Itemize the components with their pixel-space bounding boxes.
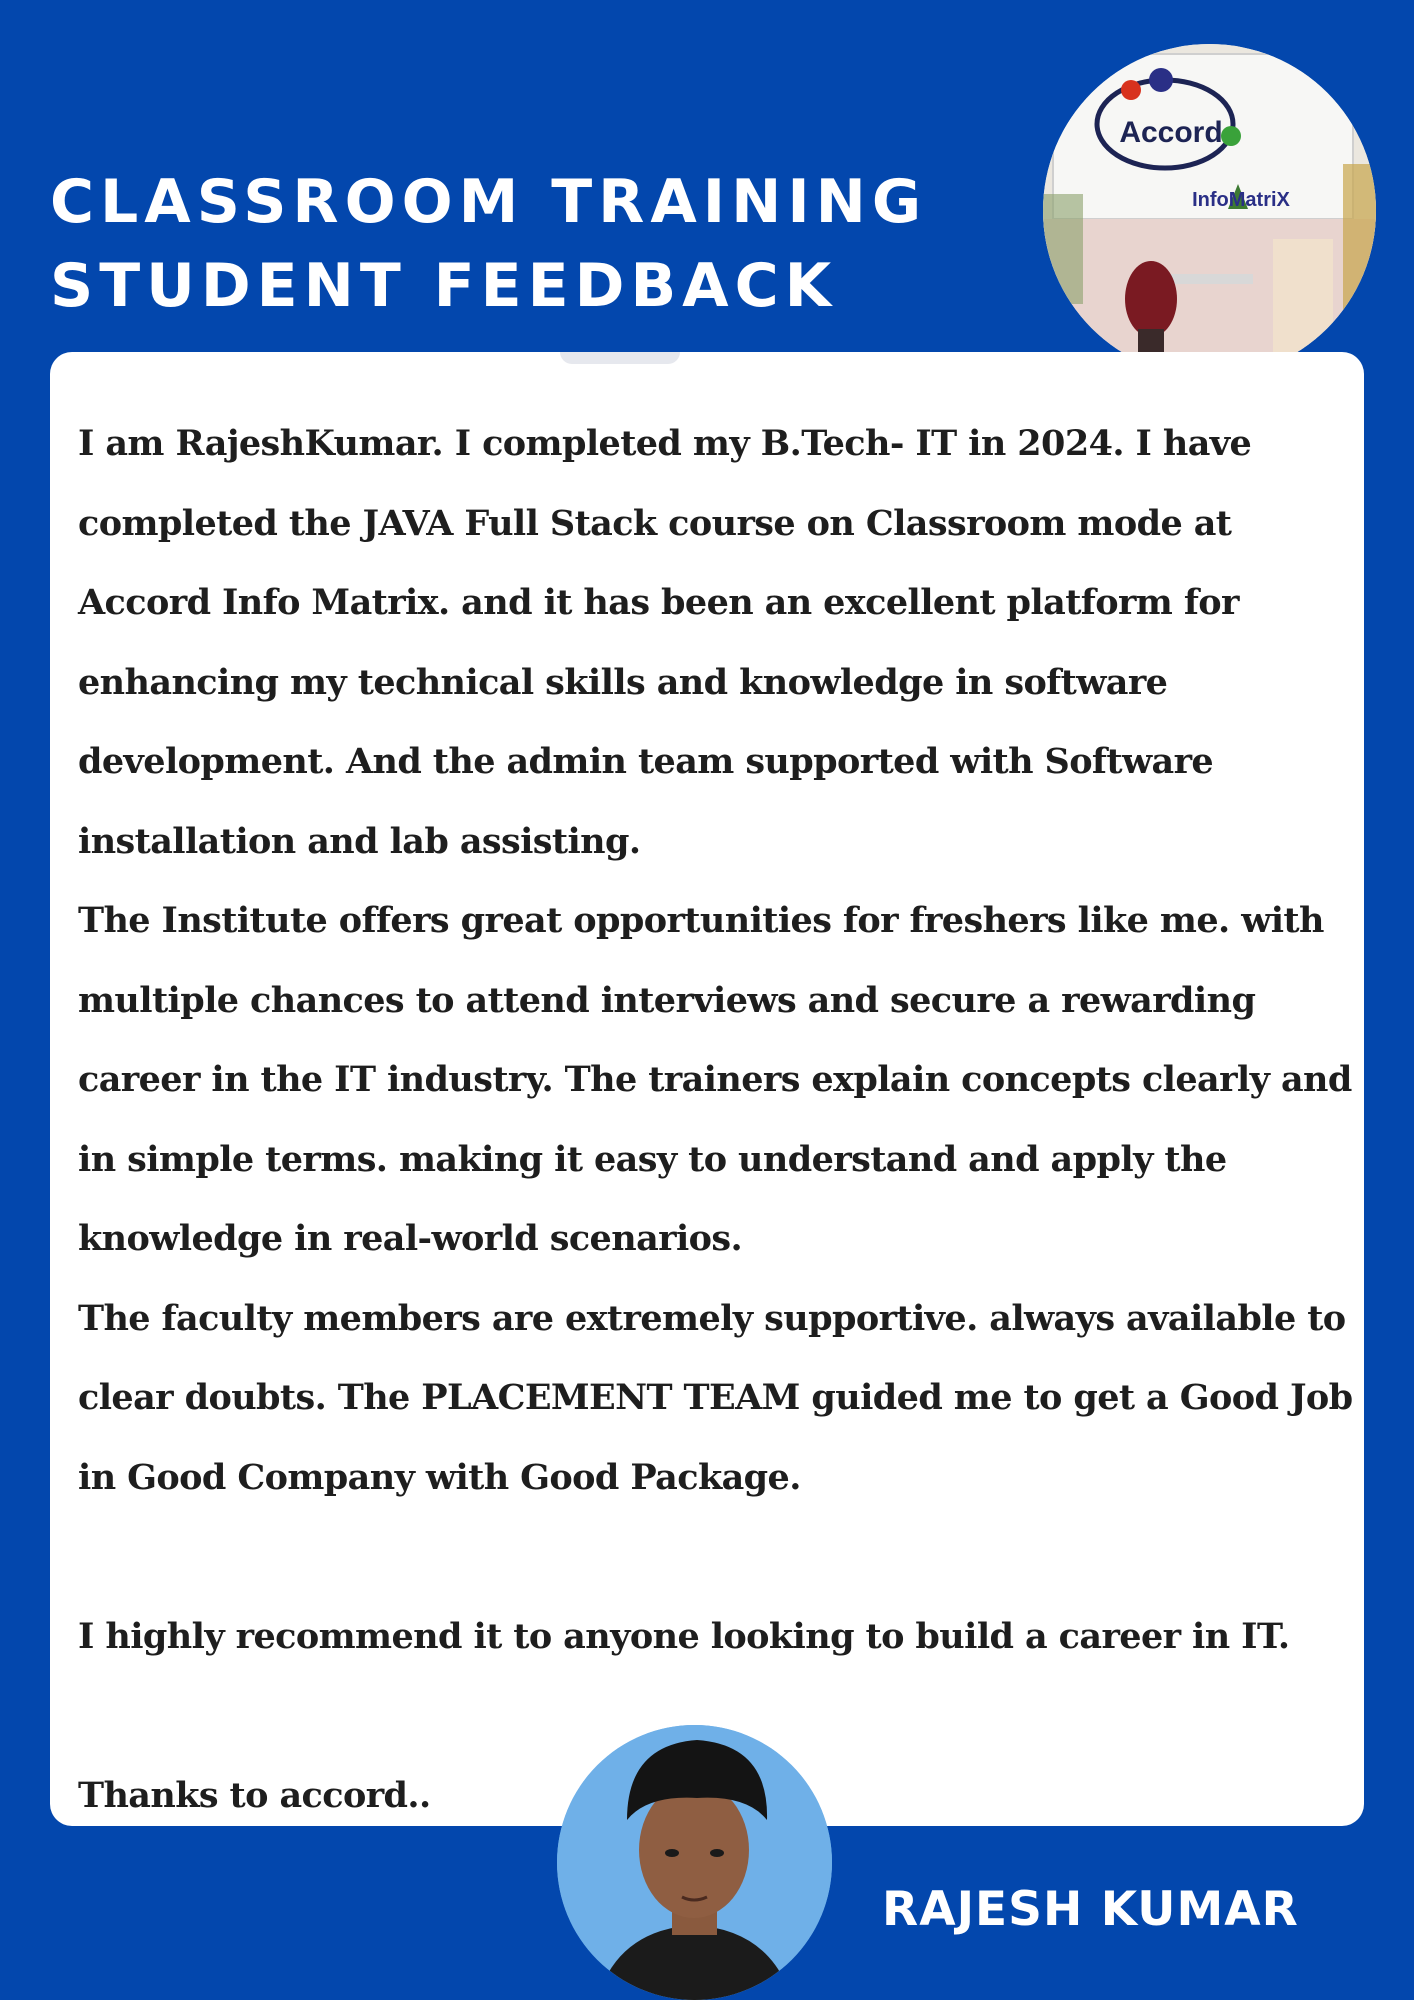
office-logo-photo — [1043, 44, 1376, 377]
feedback-line: clear doubts. The PLACEMENT TEAM guided me to get a Good Job — [78, 1377, 1353, 1418]
title-line-2: STUDENT FEEDBACK — [50, 251, 838, 321]
feedback-line: development. And the admin team supported with Software — [78, 741, 1214, 782]
logo-brand-top: Accord — [1119, 116, 1223, 149]
feedback-line: The Institute offers great opportunities for freshers like me. with — [78, 900, 1324, 941]
spacer — [78, 1517, 1368, 1597]
office-wall-illustration — [1043, 44, 1376, 377]
green-dot-icon — [1221, 126, 1241, 146]
feedback-text — [78, 404, 1368, 1835]
feedback-line: Accord Info Matrix. and it has been an excellent platform for — [78, 582, 1239, 623]
feedback-line: multiple chances to attend interviews and secure a rewarding — [78, 979, 1256, 1021]
feedback-line: I am RajeshKumar. I completed my B.Tech- IT in 2024. I have — [78, 423, 1252, 464]
feedback-line: in simple terms. making it easy to understand and apply the — [78, 1138, 1227, 1180]
student-avatar — [557, 1725, 832, 2000]
feedback-line: career in the IT industry. The trainers explain concepts clearly and — [78, 1059, 1352, 1100]
closing-line: Thanks to accord.. — [78, 1774, 431, 1816]
logo-brand-bottom: InfoMatriX — [1192, 189, 1290, 211]
student-name: RAJESH KUMAR — [882, 1882, 1299, 1937]
blue-dot-icon — [1149, 68, 1173, 92]
card-tab-notch — [560, 352, 680, 364]
feedback-line: knowledge in real-world scenarios. — [78, 1218, 743, 1259]
feedback-line: in Good Company with Good Package. — [78, 1456, 801, 1498]
page-title — [50, 160, 927, 328]
recommendation-line: I highly recommend it to anyone looking to build a career in IT. — [78, 1615, 1290, 1657]
feedback-line: enhancing my technical skills and knowledge in software — [78, 661, 1168, 703]
feedback-line: completed the JAVA Full Stack course on Classroom mode at — [78, 502, 1232, 544]
title-line-1: CLASSROOM TRAINING — [50, 167, 928, 237]
feedback-line: installation and lab assisting. — [78, 820, 641, 862]
feedback-line: The faculty members are extremely supportive. always available to — [78, 1297, 1346, 1339]
red-dot-icon — [1121, 80, 1141, 100]
student-portrait-illustration — [557, 1725, 832, 2000]
